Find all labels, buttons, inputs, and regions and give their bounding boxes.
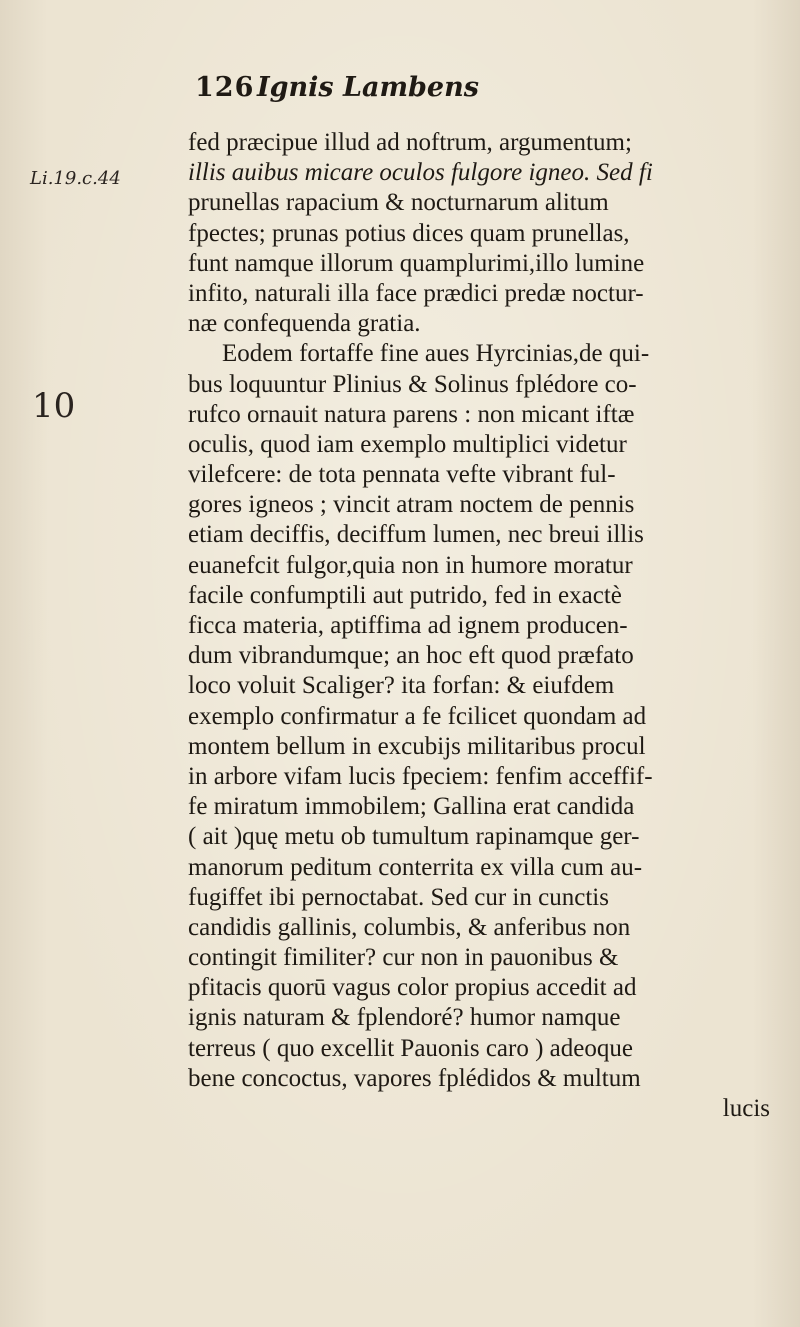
text-line: dum vibrandumque; an hoc eft quod præfato bbox=[188, 642, 634, 670]
text-line: etiam deciffis, deciffum lumen, nec breui illis bbox=[188, 521, 644, 549]
text-line: contingit fimiliter? cur non in pauonibus & bbox=[188, 944, 619, 972]
text-line: euanefcit fulgor,quia non in humore moratur bbox=[188, 551, 633, 579]
text-line: bus loquuntur Plinius & Solinus fplédore co- bbox=[188, 370, 637, 398]
text-line: infito, naturali illa face prædici predæ noctur- bbox=[188, 279, 644, 307]
text-line: fugiffet ibi pernoctabat. Sed cur in cunctis bbox=[188, 883, 609, 911]
margin-reference: Li.19.c.44 bbox=[30, 168, 121, 189]
text-line: bene concoctus, vapores fplédidos & multum bbox=[188, 1064, 641, 1092]
text-line: vilefcere: de tota pennata vefte vibrant ful- bbox=[188, 461, 616, 489]
text-line: in arbore vifam lucis fpeciem: fenfim acceffif- bbox=[188, 762, 653, 790]
text-line: fe miratum immobilem; Gallina erat candida bbox=[188, 793, 635, 821]
text-line: Eodem fortaffe fine aues Hyrcinias,de qui- bbox=[222, 340, 650, 368]
text-line: fed præcipue illud ad noftrum, argumentum; bbox=[188, 129, 632, 156]
text-line: ignis naturam & fplendoré? humor namque bbox=[188, 1004, 621, 1032]
text-line: næ confequenda gratia. bbox=[188, 310, 421, 338]
text-line: manorum peditum conterrita ex villa cum au- bbox=[188, 853, 643, 881]
text-line: montem bellum in excubijs militaribus procul bbox=[188, 732, 646, 760]
text-line: rufco ornauit natura parens : non micant iftæ bbox=[188, 400, 635, 428]
text-line: gores igneos ; vincit atram noctem de pennis bbox=[188, 491, 635, 519]
text-line: facile confumptili aut putrido, fed in exactè bbox=[188, 581, 622, 609]
text-line: ficca materia, aptiffima ad ignem producen- bbox=[188, 612, 628, 639]
text-line: fpectes; prunas potius dices quam prunellas, bbox=[188, 219, 630, 247]
body-text bbox=[188, 128, 788, 1124]
text-line: oculis, quod iam exemplo multiplici videtur bbox=[188, 430, 627, 458]
running-head: Ignis Lambens bbox=[257, 72, 479, 103]
text-line: ( ait )quę metu ob tumultum rapinamque ger- bbox=[188, 823, 640, 851]
page-number: 126 bbox=[195, 72, 255, 103]
text-line: terreus ( quo excellit Pauonis caro ) adeoque bbox=[188, 1034, 633, 1062]
text-line: funt namque illorum quamplurimi,illo lumine bbox=[188, 249, 645, 277]
text-line: pfitacis quorū vagus color propius accedit ad bbox=[188, 974, 637, 1002]
catchword: lucis bbox=[722, 1095, 770, 1122]
text-line: loco voluit Scaliger? ita forfan: & eiufdem bbox=[188, 672, 615, 700]
page-header bbox=[195, 72, 615, 112]
text-line: exemplo confirmatur a fe fcilicet quondam ad bbox=[188, 702, 647, 730]
text-line: prunellas rapacium & nocturnarum alitum bbox=[188, 189, 609, 217]
text-line: candidis gallinis, columbis, & anferibus non bbox=[188, 913, 631, 941]
text-line: illis auibus micare oculos fulgore igneo. Sed fi bbox=[188, 159, 653, 187]
line-number-marker: 10 bbox=[32, 386, 76, 426]
